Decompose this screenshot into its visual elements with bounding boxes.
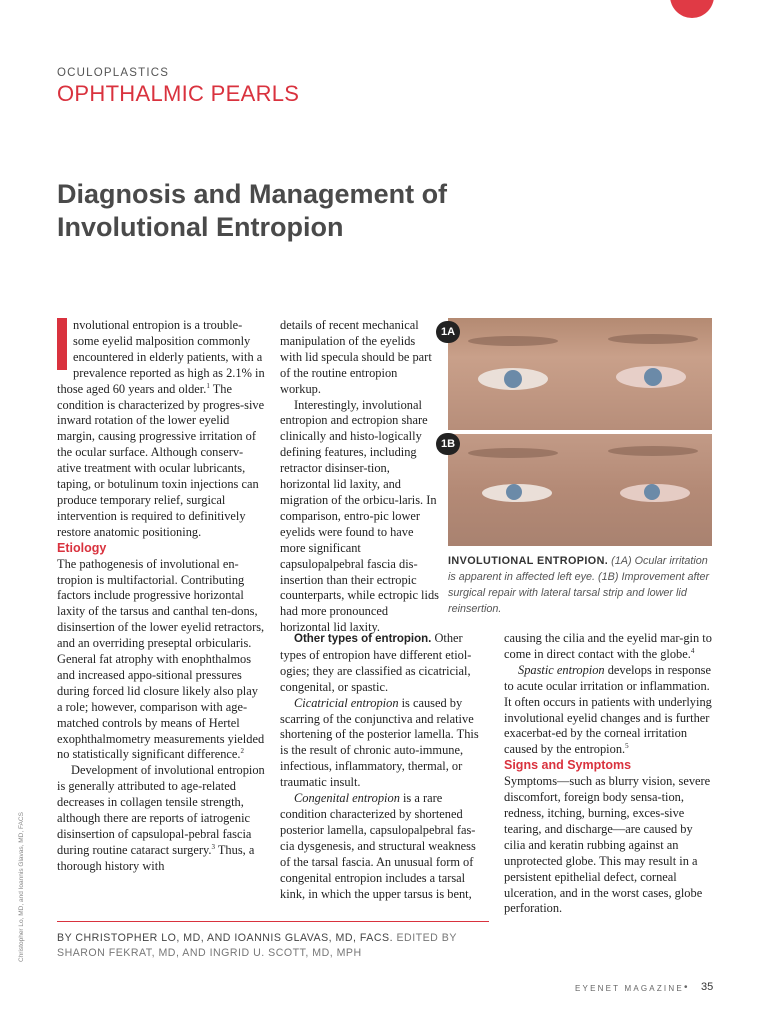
caption-label: INVOLUTIONAL ENTROPION. bbox=[448, 555, 609, 567]
section-title: OPHTHALMIC PEARLS bbox=[57, 81, 300, 106]
article-title: Diagnosis and Management of Involutional Entropion bbox=[57, 179, 448, 242]
caption-text: (1A) Ocular irritation is apparent in affected left eye. (1B) Improvement after surgical repair with lateral tarsal strip and lower lid reinsertion. bbox=[448, 555, 710, 615]
figure-badge-1b: 1B bbox=[436, 433, 460, 455]
congenital-paragraph: Congenital entropion is a rare condition characterized by shortened posterior lamella, capsulopalpebral fas-cia dysgenesis, and structural weakness of the tarsal fascia. An unusual form of congenital entropion includes a tarsal kink, in which the upper tarsus is bent, bbox=[280, 791, 476, 901]
figure-caption bbox=[448, 553, 714, 617]
other-types-paragraph: Other types of entropion. Other types of entropion have different etiol-ogies; they are classified as cicatricial, congenital, or spastic. bbox=[280, 631, 472, 694]
photo-credit: Christopher Lo, MD, and Ioannis Glavas, MD, FACS bbox=[18, 812, 25, 962]
cicatricial-paragraph: Cicatricial entropion is caused by scarring of the conjunctiva and relative shortening of the posterior lamella. This is the result of chronic auto-immune, infectious, inflammatory, thermal, or traumatic insult. bbox=[280, 695, 479, 790]
article-column-4 bbox=[504, 631, 714, 917]
etiology-paragraph-1: The pathogenesis of involutional en-tropion is multifactorial. Contributing factors include progressive horizontal laxity of the tarsus and canthal ten-dons, disinsertion of the lower eyelid retractors, and an overriding preseptal orbicularis. General fat atrophy with enophthalmos and increased appo-sitional pressures during forced lid closure likely also play a role; however, comparison with age-matched controls by means of Hertel exophthalmometry measurements yielded no statistically significant difference.$^2$ bbox=[57, 556, 265, 762]
figure-photo-1a bbox=[448, 318, 712, 430]
col2-paragraph-1: details of recent mechanical manipulation of the eyelids with lid specula should be part of the routine entropion workup. bbox=[280, 318, 432, 396]
byline-divider bbox=[57, 921, 489, 922]
byline bbox=[57, 931, 497, 961]
drop-cap-bar bbox=[57, 318, 67, 370]
section-kicker: OCULOPLASTICS bbox=[57, 67, 170, 79]
footer-separator: • bbox=[684, 982, 688, 993]
figure-badge-1a: 1A bbox=[436, 321, 460, 343]
figure-photo-1b bbox=[448, 434, 712, 546]
article-column-1 bbox=[57, 318, 265, 875]
article-column-3 bbox=[280, 631, 487, 902]
signs-heading: Signs and Symptoms bbox=[504, 758, 632, 773]
col4-paragraph-1: causing the cilia and the eyelid mar-gin to come in direct contact with the globe.$^4$ bbox=[504, 631, 712, 661]
footer-magazine: EYENET MAGAZINE bbox=[575, 984, 684, 993]
etiology-heading: Etiology bbox=[57, 540, 107, 555]
signs-paragraph: Symptoms—such as blurry vision, severe discomfort, foreign body sensa-tion, redness, itching, burning, exces-sive tearing, and discharge—are caused by cilia and keratin rubbing against an unprotected globe. This may result in a persistent epithelial defect, corneal ulceration, and in the worst cases, globe perforation. bbox=[504, 774, 711, 916]
byline-editors: EDITED BY SHARON FEKRAT, MD, AND INGRID U. SCOTT, MD, MPH bbox=[57, 932, 457, 959]
intro-paragraph: nvolutional entropion is a trouble-some eyelid malposition commonly encountered in elderly patients, with a prevalence reported as high as 2.1% in those aged 60 years and older.$^1$ The condition is characterized by progres-sive inward rotation of the lower eyelid margin, causing progressive irritation of the ocular surface. Although conserv-ative treatment with ocular lubricants, taping, or botulinum toxin injections can produce temporary relief, surgical intervention is required to definitively restore anatomic positioning. bbox=[57, 318, 265, 539]
spastic-paragraph: Spastic entropion develops in response to acute ocular irritation or inflammation. It often occurs in patients with underlying involutional eyelid changes and is further exacerbat-ed by the corneal irritation caused by the entropion.$^5$ bbox=[504, 662, 712, 757]
byline-authors: BY CHRISTOPHER LO, MD, AND IOANNIS GLAVAS, MD, FACS. bbox=[57, 932, 394, 944]
col2-paragraph-2: Interestingly, involutional entropion and ectropion share clinically and histo-logically defining features, including retractor disinser-tion, horizontal lid laxity, and migration of the orbicu-laris. In comparison, entro-pic lower eyelids were found to have more significant capsulopalpebral fascia dis-insertion than their ectropic counterparts, while ectropic lids had more pronounced horizontal lid laxity. bbox=[280, 397, 439, 635]
decorative-red-dot bbox=[670, 0, 714, 18]
etiology-paragraph-2: Development of involutional entropion is generally attributed to age-related decreases in collagen tensile strength, although there are reports of iatrogenic disinsertion of capsulopal-pebral fascia during routine cataract surgery.$^3$ Thus, a thorough history with bbox=[57, 763, 265, 873]
article-column-2 bbox=[280, 318, 440, 636]
page-number: 35 bbox=[701, 981, 714, 993]
